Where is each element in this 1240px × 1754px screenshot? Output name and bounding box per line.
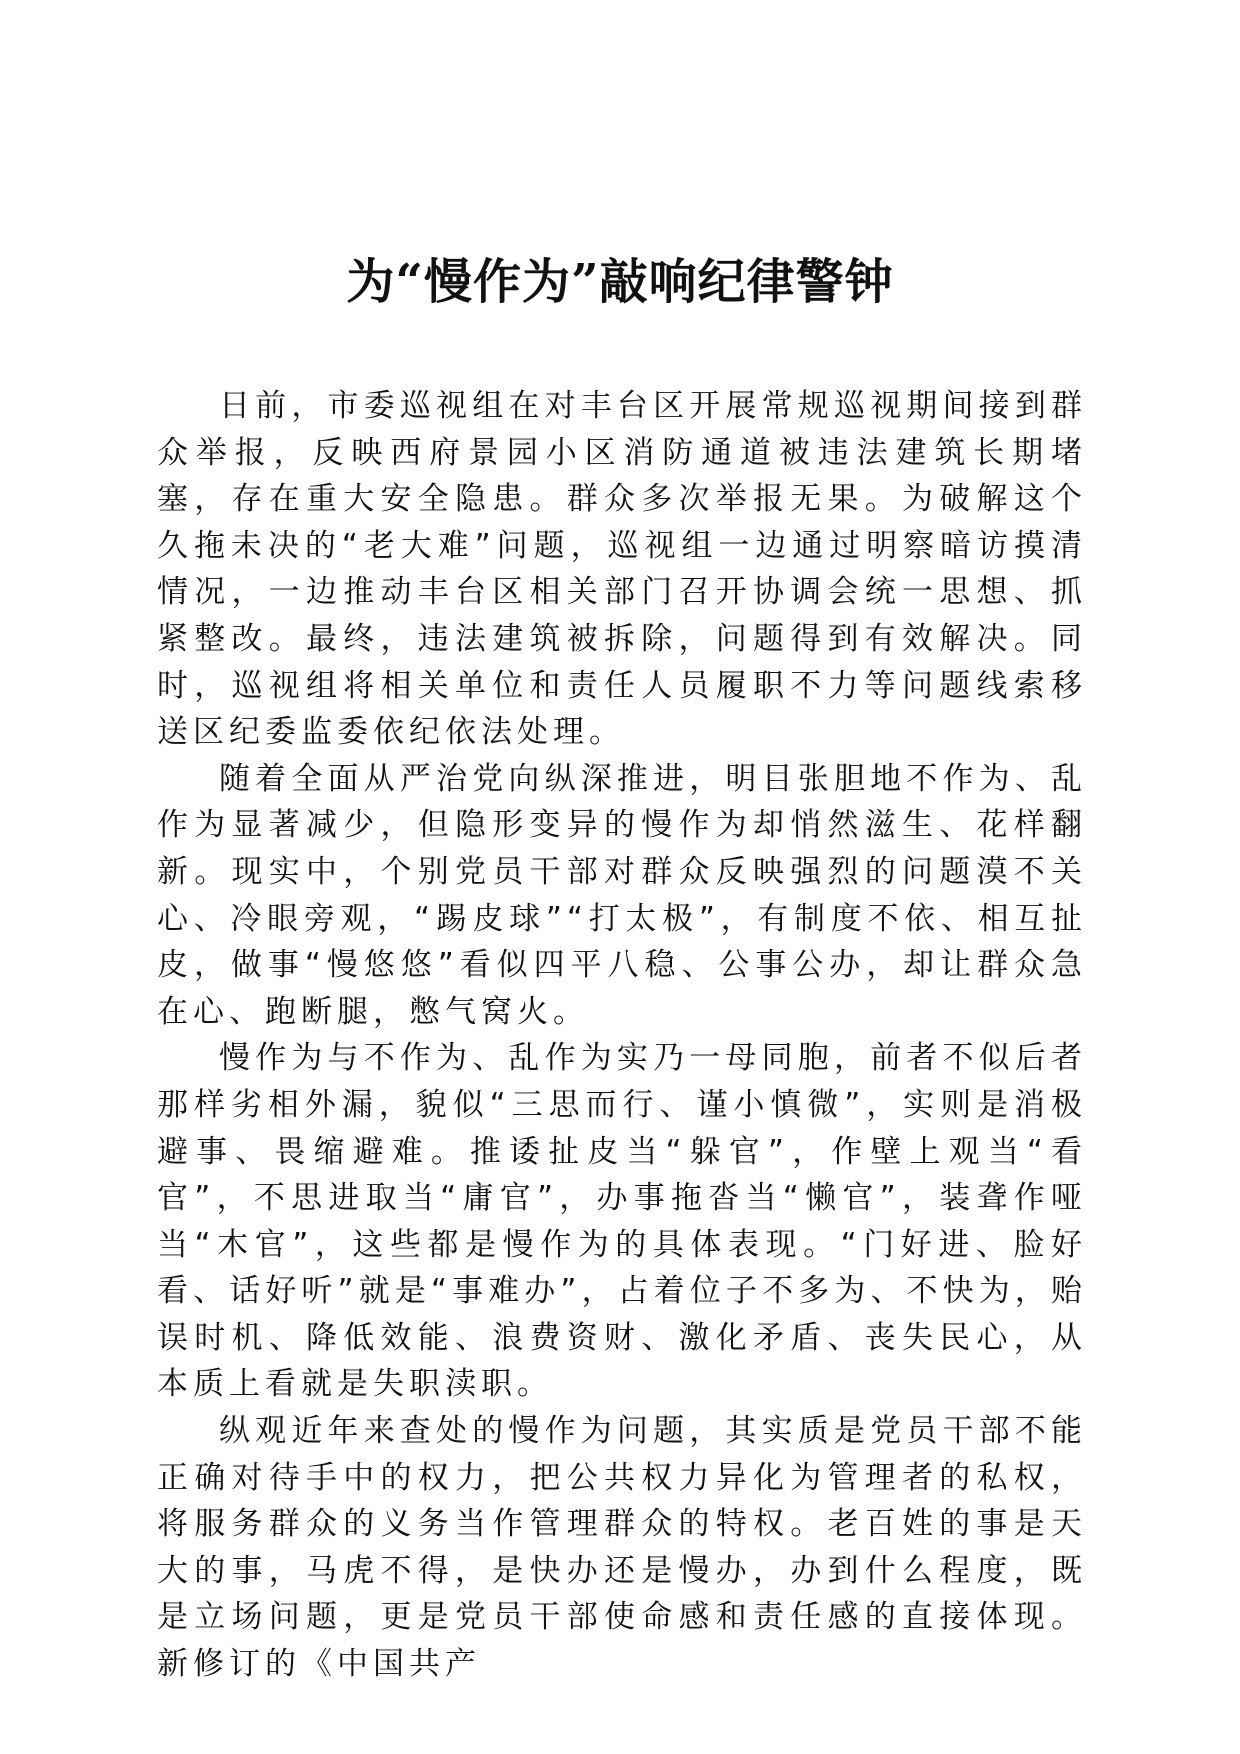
paragraph: 慢作为与不作为、乱作为实乃一母同胞，前者不似后者那样劣相外漏，貌似“三思而行、谨小慎微”，实则是消极避事、畏缩避难。推诿扯皮当“躲官”，作壁上观当“看官”，不思进取当“庸官”，办事拖沓当“懒官”，装聋作哑当“木官”，这些都是慢作为的具体表现。“门好进、脸好看、话好听”就是“事难办”，占着位子不多为、不快为，贻误时机、降低效能、浪费资财、激化矛盾、丧失民心，从本质上看就是失职渎职。 <box>157 1040 1087 1403</box>
paragraph: 日前，市委巡视组在对丰台区开展常规巡视期间接到群众举报，反映西府景园小区消防通道被违法建筑长期堵塞，存在重大安全隐患。群众多次举报无果。为破解这个久拖未决的“老大难”问题，巡视组一边通过明察暗访摸清情况，一边推动丰台区相关部门召开协调会统一思想、抓紧整改。最终，违法建筑被拆除，问题得到有效解决。同时，巡视组将相关单位和责任人员履职不力等问题线索移送区纪委监委依纪依法处理。 <box>157 388 1087 751</box>
document-title: 为“慢作为”敲响纪律警钟 <box>346 254 894 310</box>
paragraph: 随着全面从严治党向纵深推进，明目张胆地不作为、乱作为显著减少，但隐形变异的慢作为却悄然滋生、花样翻新。现实中，个别党员干部对群众反映强烈的问题漠不关心、冷眼旁观，“踢皮球”“打太极”，有制度不依、相互扯皮，做事“慢悠悠”看似四平八稳、公事公办，却让群众急在心、跑断腿，憋气窝火。 <box>157 760 1087 1030</box>
paragraph: 纵观近年来查处的慢作为问题，其实质是党员干部不能正确对待手中的权力，把公共权力异化为管理者的私权，将服务群众的义务当作管理群众的特权。老百姓的事是天大的事，马虎不得，是快办还是慢办，办到什么程度，既是立场问题，更是党员干部使命感和责任感的直接体现。新修订的《中国共产 <box>157 1413 1087 1683</box>
document-body <box>157 383 1087 1688</box>
